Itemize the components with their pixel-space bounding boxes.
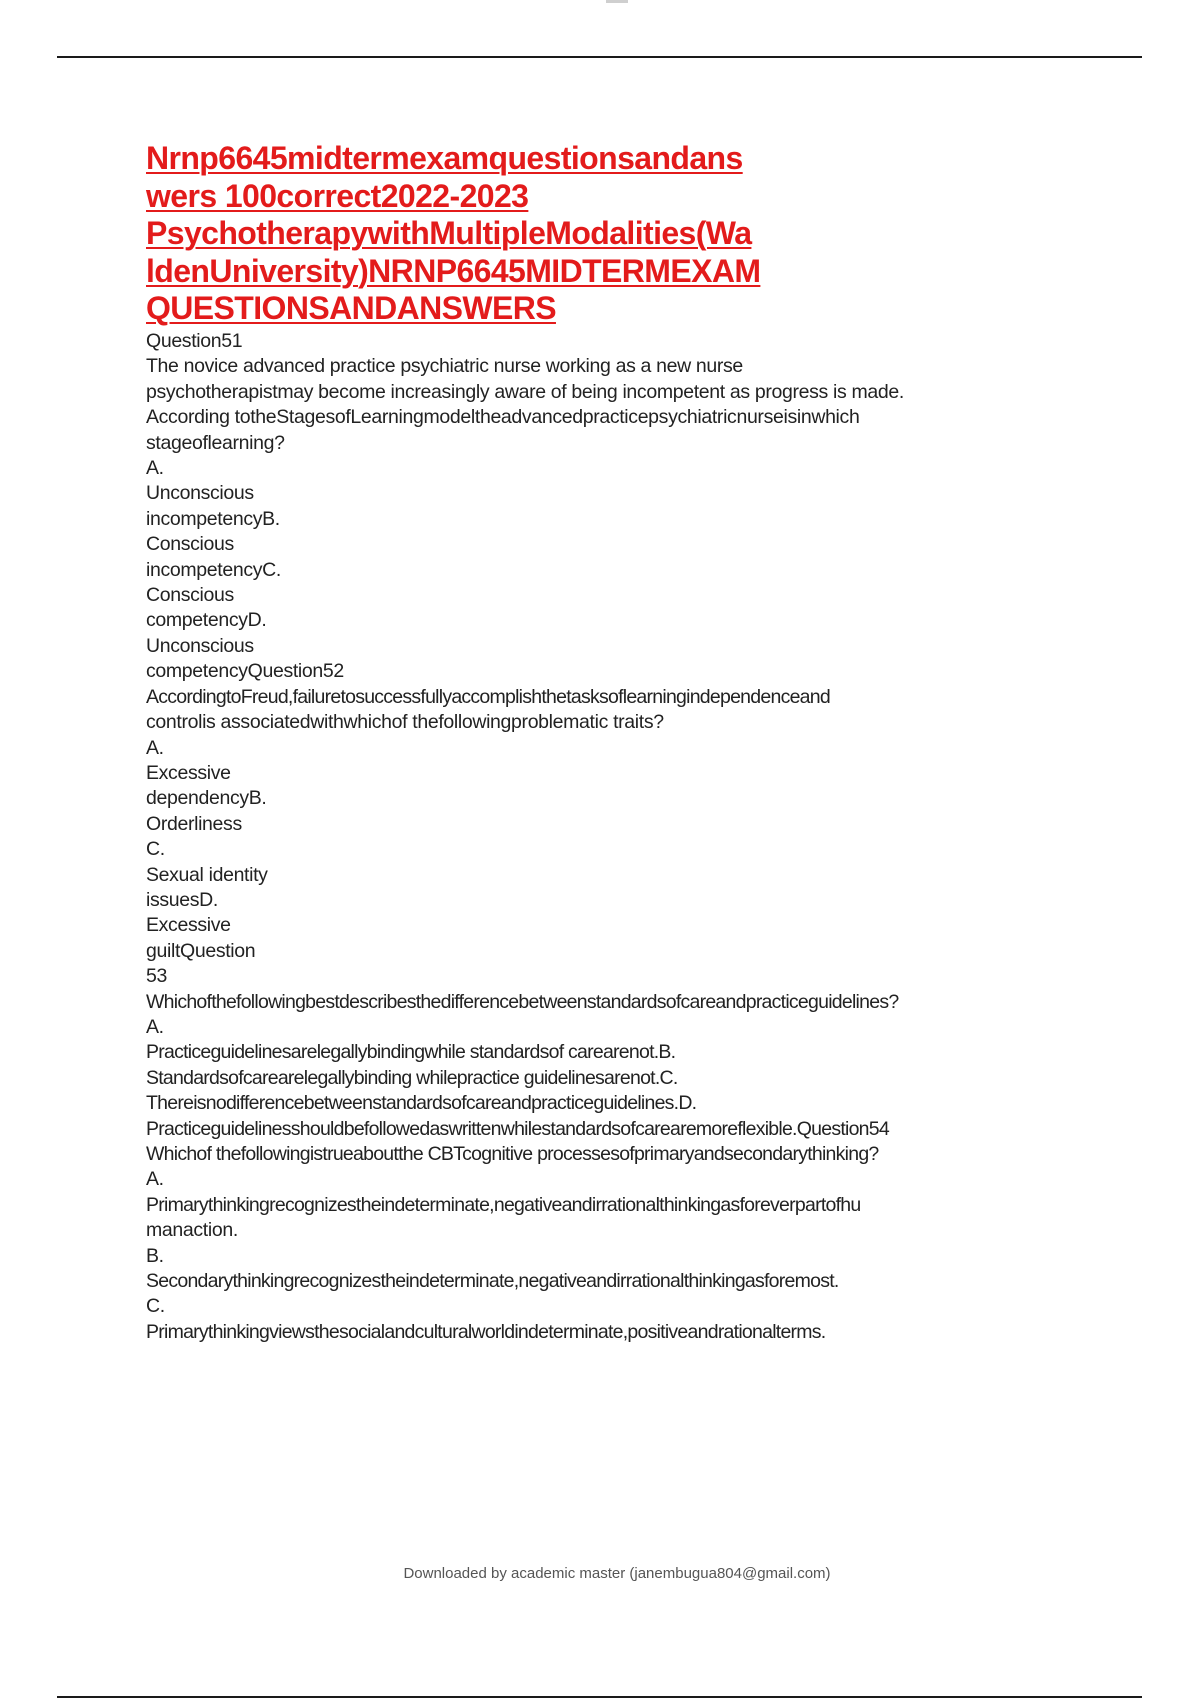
title-line: PsychotherapywithMultipleModalities(Wa xyxy=(146,215,752,251)
title-line: wers 100correct2022-2023 xyxy=(146,177,529,214)
answer-option: Conscious xyxy=(146,584,234,607)
title-line: QUESTIONSANDANSWERS xyxy=(146,290,556,326)
answer-option: A. xyxy=(146,1168,164,1191)
answer-option: Unconscious xyxy=(146,634,254,657)
download-footer: Downloaded by academic master (janembugua804@gmail.com) xyxy=(403,1565,831,1582)
answer-option: incompetencyC. xyxy=(146,558,281,581)
question-number: guiltQuestion xyxy=(146,939,256,962)
question-text: stageoflearning? xyxy=(146,431,285,454)
header-rule xyxy=(57,56,1142,58)
answer-option: Primarythinkingrecognizestheindeterminate,negativeandirrationalthinkingasforeverpartofhu xyxy=(146,1193,861,1216)
answer-option: C. xyxy=(146,1295,165,1318)
answer-option: Primarythinkingviewsthesocialandculturalworldindeterminate,positiveandrationalterms. xyxy=(146,1320,826,1343)
question-text: The novice advanced practice psychiatric nurse working as a new nurse xyxy=(146,355,743,378)
title-line: ldenUniversity)NRNP6645MIDTERMEXAM xyxy=(146,252,761,289)
question-text: According totheStagesofLearningmodeltheadvancedpracticepsychiatricnurseisinwhich xyxy=(146,406,860,429)
question-text: Whichofthefollowingbestdescribesthedifferencebetweenstandardsofcareandpracticeguidelines? xyxy=(146,990,899,1013)
answer-option: manaction. xyxy=(146,1219,238,1242)
question-text: psychotherapistmay become increasingly aware of being incompetent as progress is made. xyxy=(146,380,904,403)
question-text: Whichof thefollowingistrueaboutthe CBTcognitive processesofprimaryandsecondarythinking? xyxy=(146,1143,879,1165)
answer-option: C. xyxy=(146,838,165,861)
answer-option: B. xyxy=(146,1244,164,1267)
answer-option: competencyD. xyxy=(146,609,267,632)
answer-option: A. xyxy=(146,736,164,759)
question-text: controlis associatedwithwhichof thefollowingproblematic traits? xyxy=(146,711,664,734)
answer-option: A. xyxy=(146,457,164,480)
question-number: Question51 xyxy=(146,330,243,352)
answer-option: Excessive xyxy=(146,914,231,937)
answer-option: Orderliness xyxy=(146,812,242,835)
answer-option: issuesD. xyxy=(146,888,218,911)
document-title xyxy=(146,140,806,328)
answer-option: Conscious xyxy=(146,533,234,556)
question-number: competencyQuestion52 xyxy=(146,660,344,683)
question-number: 53 xyxy=(146,965,167,988)
answer-option: Sexual identity xyxy=(146,863,268,886)
question-text: AccordingtoFreud,failuretosuccessfullyaccomplishthetasksoflearningindependenceand xyxy=(146,685,830,708)
title-line: Nrnp6645midtermexamquestionsandans xyxy=(146,140,743,176)
answer-option: Excessive xyxy=(146,761,231,784)
answer-option: dependencyB. xyxy=(146,787,267,810)
answer-option: Thereisnodifferencebetweenstandardsofcareandpracticeguidelines.D. xyxy=(146,1092,697,1115)
answer-option: Unconscious xyxy=(146,482,254,505)
footer-rule xyxy=(57,1696,1142,1698)
page-top-marker xyxy=(606,0,628,3)
answer-option: Practiceguidelinesshouldbefollowedaswrittenwhilestandardsofcarearemoreflexible.Question54 xyxy=(146,1117,889,1140)
document-body xyxy=(146,329,1146,1345)
answer-option: Practiceguidelinesarelegallybindingwhile standardsof carearenot.B. xyxy=(146,1041,676,1064)
answer-option: A. xyxy=(146,1015,164,1038)
answer-option: Secondarythinkingrecognizestheindeterminate,negativeandirrationalthinkingasforemost. xyxy=(146,1270,839,1293)
answer-option: incompetencyB. xyxy=(146,507,280,530)
answer-option: Standardsofcarearelegallybinding whilepractice guidelinesarenot.C. xyxy=(146,1066,678,1089)
